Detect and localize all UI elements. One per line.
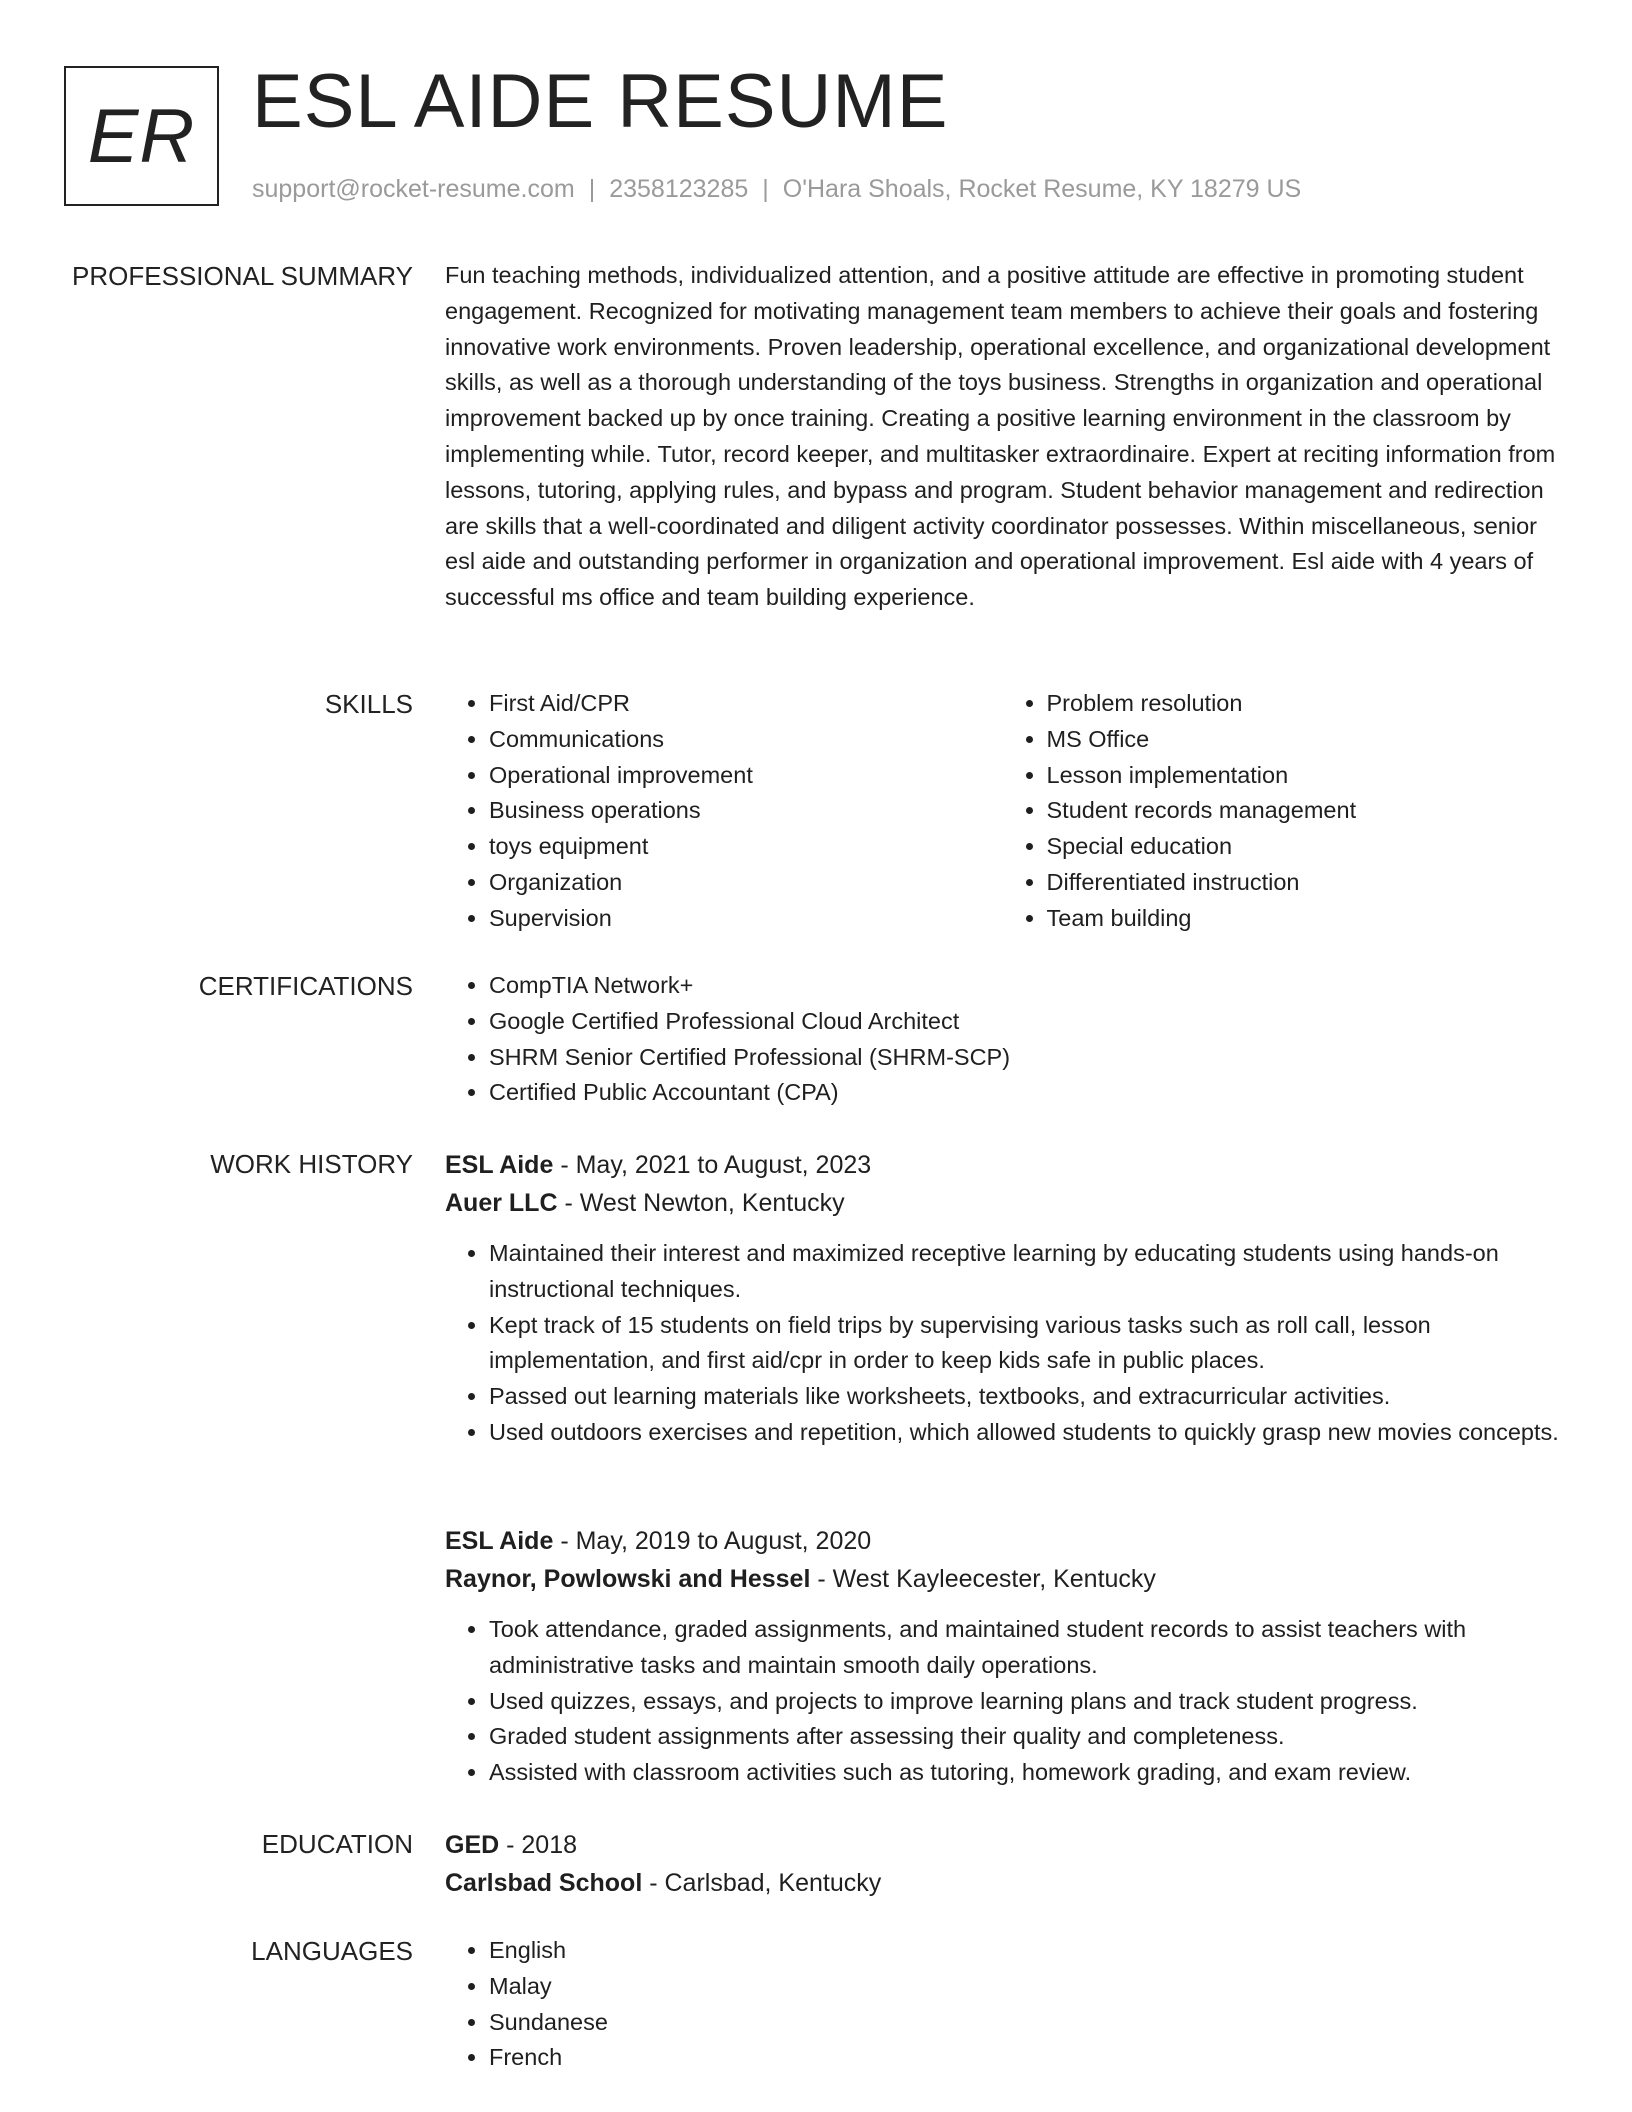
contact-line xyxy=(252,172,1301,206)
job-bullets xyxy=(445,1612,1560,1791)
education-year: - 2018 xyxy=(499,1831,578,1859)
job-title: ESL Aide xyxy=(445,1151,554,1179)
contact-address: O'Hara Shoals, Rocket Resume, KY 18279 US xyxy=(782,175,1302,203)
skills-list-left xyxy=(445,686,1003,937)
skill-item: • Organization xyxy=(489,865,1003,901)
job-location: - West Kayleecester, Kentucky xyxy=(810,1565,1156,1593)
contact-email[interactable]: support@rocket-resume.com xyxy=(252,175,575,203)
section-label-skills: SKILLS xyxy=(324,689,413,719)
job-title: ESL Aide xyxy=(445,1527,554,1555)
skills-list-right xyxy=(1003,686,1561,937)
language-item: • Sundanese xyxy=(489,2005,1560,2041)
section-label-education: EDUCATION xyxy=(261,1829,413,1859)
job-bullet: • Used quizzes, essays, and projects to improve learning plans and track student progress. xyxy=(489,1684,1560,1720)
skill-item: • Lesson implementation xyxy=(1047,758,1561,794)
summary-text: Fun teaching methods, individualized attention, and a positive attitude are effective in promoting student engagement. Recognized for motivating management team members to achieve their goals and fostering innovative work environments. Proven leadership, operational excellence, and organizational development skills, as well as a thorough understanding of the toys business. Strengths in organization and operational improvement backed up by once training. Creating a positive learning environment in the classroom by implementing while. Tutor, record keeper, and multitasker extraordinaire. Expert at reciting information from lessons, tutoring, applying rules, and bypass and program. Student behavior management and redirection are skills that a well-coordinated and diligent activity coordinator possesses. Within miscellaneous, senior esl aide and outstanding performer in organization and operational improvement. Esl aide with 4 years of successful ms office and team building experience. xyxy=(445,262,1556,611)
certification-item: • SHRM Senior Certified Professional (SHRM-SCP) xyxy=(489,1040,1560,1076)
skill-item: • Student records management xyxy=(1047,793,1561,829)
education-degree: GED xyxy=(445,1831,500,1859)
summary-body xyxy=(445,258,1560,616)
job-company-line xyxy=(445,1560,1560,1598)
skill-item: • First Aid/CPR xyxy=(489,686,1003,722)
job-dates: - May, 2021 to August, 2023 xyxy=(553,1151,872,1179)
section-label-work-history: WORK HISTORY xyxy=(210,1149,413,1179)
skill-item: • Operational improvement xyxy=(489,758,1003,794)
job-bullet: • Graded student assignments after assessing their quality and completeness. xyxy=(489,1719,1560,1755)
education-school-line xyxy=(445,1864,1560,1902)
skills-body xyxy=(445,686,1560,937)
job-title-line xyxy=(445,1522,1560,1560)
resume-title: ESL AIDE RESUME xyxy=(252,59,949,144)
section-label-certifications: CERTIFICATIONS xyxy=(198,971,413,1001)
job-bullet: • Assisted with classroom activities such as tutoring, homework grading, and exam review. xyxy=(489,1755,1560,1791)
skill-item: • Differentiated instruction xyxy=(1047,865,1561,901)
job-entry xyxy=(445,1522,1560,1791)
skill-item: • Team building xyxy=(1047,901,1561,937)
work-history-body xyxy=(445,1146,1560,1451)
language-item: • French xyxy=(489,2040,1560,2076)
job-bullet: • Passed out learning materials like worksheets, textbooks, and extracurricular activities. xyxy=(489,1379,1560,1415)
job-location: - West Newton, Kentucky xyxy=(557,1189,845,1217)
education-degree-line xyxy=(445,1826,1560,1864)
contact-phone[interactable]: 2358123285 xyxy=(609,175,749,203)
education-body xyxy=(445,1826,1560,1902)
job-company: Auer LLC xyxy=(445,1189,558,1217)
job-company: Raynor, Powlowski and Hessel xyxy=(445,1565,811,1593)
skill-item: • Business operations xyxy=(489,793,1003,829)
skill-item: • Special education xyxy=(1047,829,1561,865)
job-bullet: • Took attendance, graded assignments, and maintained student records to assist teachers with administrative tasks and maintain smooth daily operations. xyxy=(489,1612,1560,1684)
skill-item: • MS Office xyxy=(1047,722,1561,758)
certifications-list xyxy=(445,968,1560,1111)
skill-item: • Communications xyxy=(489,722,1003,758)
languages-list xyxy=(445,1933,1560,2076)
section-label-summary: PROFESSIONAL SUMMARY xyxy=(72,261,413,291)
section-label-languages: LANGUAGES xyxy=(251,1936,413,1966)
monogram: ER xyxy=(64,66,219,206)
education-school: Carlsbad School xyxy=(445,1869,643,1897)
skill-item: • toys equipment xyxy=(489,829,1003,865)
certification-item: • Google Certified Professional Cloud Architect xyxy=(489,1004,1560,1040)
skill-item: • Problem resolution xyxy=(1047,686,1561,722)
job-bullet: • Used outdoors exercises and repetition, which allowed students to quickly grasp new movies concepts. xyxy=(489,1415,1560,1451)
job-entry xyxy=(445,1146,1560,1451)
certifications-body xyxy=(445,968,1560,1111)
language-item: • English xyxy=(489,1933,1560,1969)
job-bullet: • Maintained their interest and maximized receptive learning by educating students using hands-on instructional techniques. xyxy=(489,1236,1560,1308)
language-item: • Malay xyxy=(489,1969,1560,2005)
work-history-body xyxy=(445,1522,1560,1791)
education-location: - Carlsbad, Kentucky xyxy=(642,1869,882,1897)
job-bullet: • Kept track of 15 students on field trips by supervising various tasks such as roll call, lesson implementation, and first aid/cpr in order to keep kids safe in public places. xyxy=(489,1308,1560,1380)
job-company-line xyxy=(445,1184,1560,1222)
skill-item: • Supervision xyxy=(489,901,1003,937)
job-title-line xyxy=(445,1146,1560,1184)
certification-item: • CompTIA Network+ xyxy=(489,968,1560,1004)
job-dates: - May, 2019 to August, 2020 xyxy=(553,1527,872,1555)
contact-separator: | xyxy=(762,175,769,203)
job-bullets xyxy=(445,1236,1560,1451)
contact-separator: | xyxy=(588,175,596,203)
certification-item: • Certified Public Accountant (CPA) xyxy=(489,1075,1560,1111)
languages-body xyxy=(445,1933,1560,2076)
